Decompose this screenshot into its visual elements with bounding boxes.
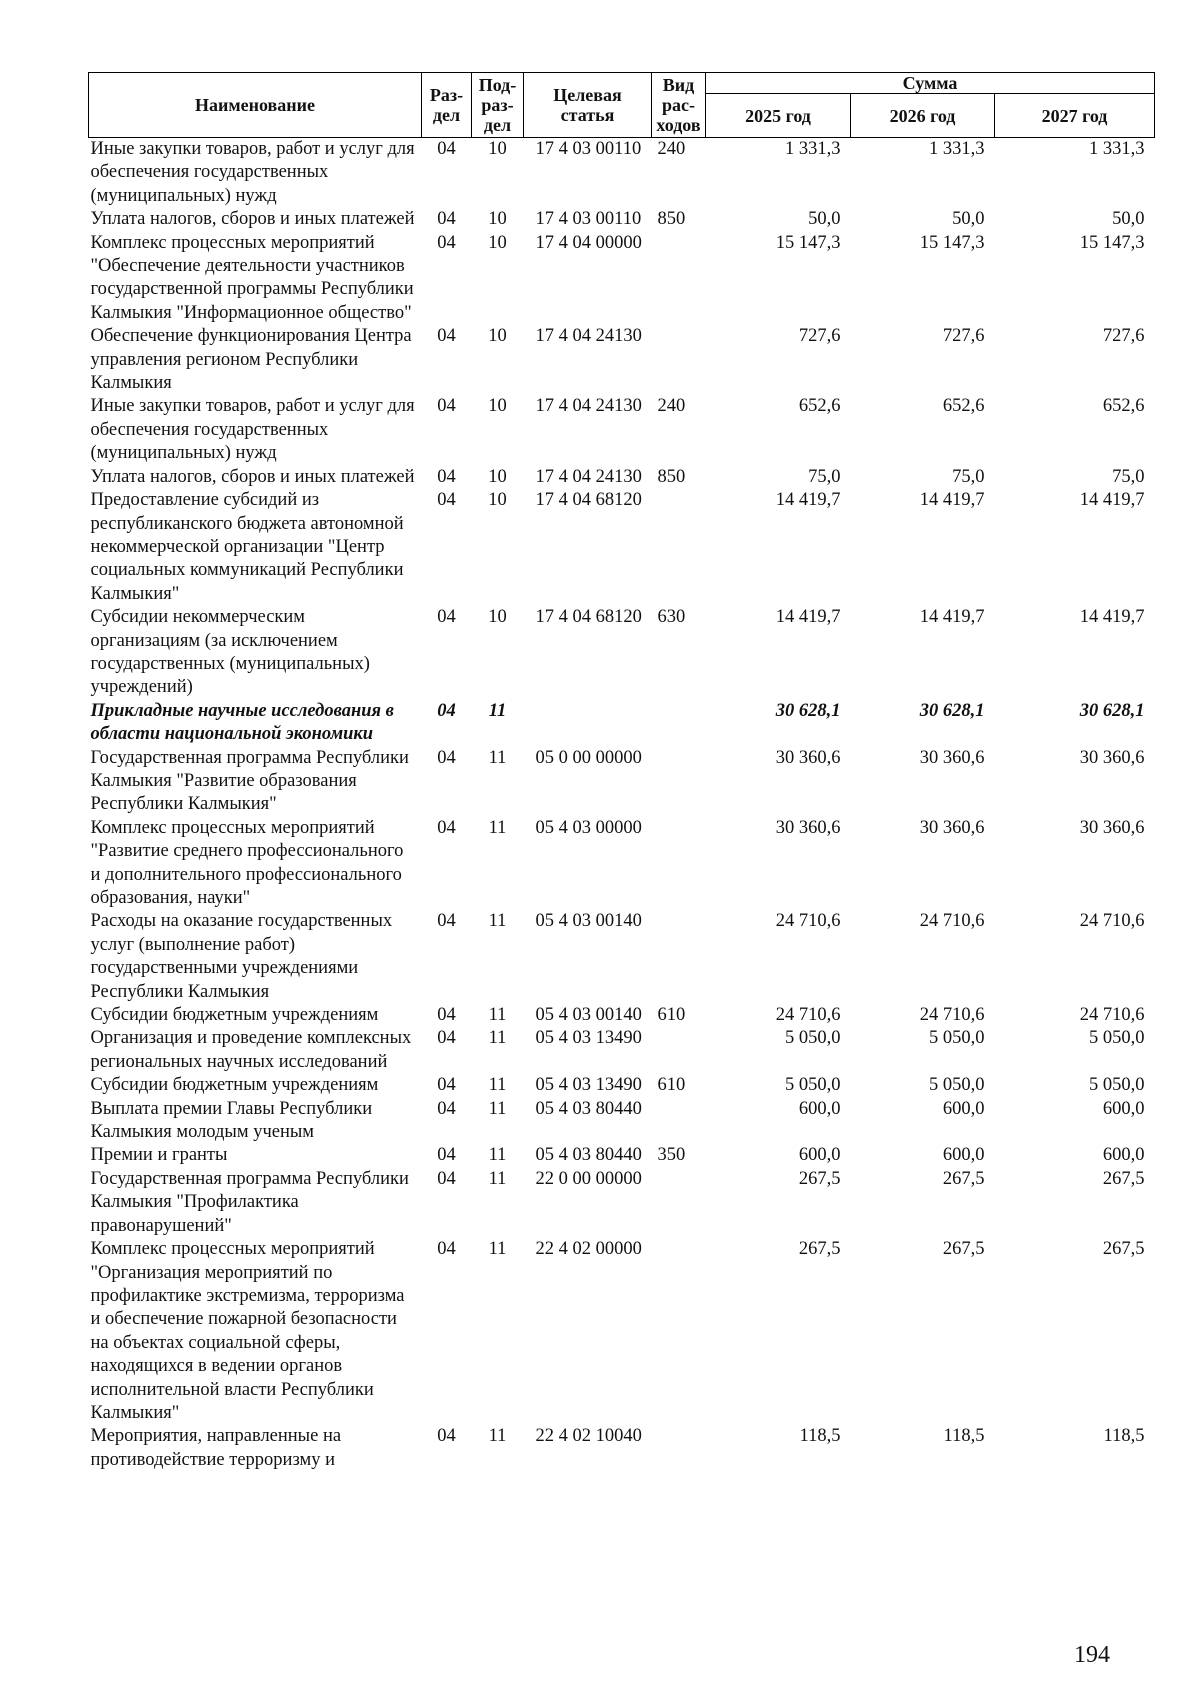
table-header — [89, 73, 1155, 138]
amount-2027-cell: 267,5 — [1102, 1168, 1145, 1189]
expense-type-cell — [652, 1027, 706, 1074]
target-article-cell — [524, 700, 652, 747]
target-article-cell: 05 0 00 00000 — [535, 747, 642, 768]
expense-type-cell — [652, 232, 706, 326]
table-row — [89, 606, 1155, 700]
expense-type-cell: 610 — [657, 1005, 686, 1026]
subsection-cell: 10 — [488, 466, 507, 487]
amount-2025-cell: 267,5 — [798, 1239, 841, 1260]
table-row — [89, 466, 1155, 489]
amount-2026-cell: 267,5 — [942, 1239, 985, 1260]
expense-type-cell — [652, 910, 706, 1004]
row-name-cell: Иные закупки товаров, работ и услуг для обеспечения государственных (муниципальных) нужд — [90, 396, 415, 464]
table-row — [89, 1098, 1155, 1145]
table-row — [89, 747, 1155, 817]
section-cell: 04 — [437, 396, 456, 417]
header-name: Наименование — [89, 73, 422, 138]
table-row — [89, 1074, 1155, 1097]
amount-2026-cell: 118,5 — [943, 1426, 985, 1447]
amount-2027-cell: 600,0 — [1102, 1098, 1145, 1119]
amount-2026-cell: 30 360,6 — [919, 817, 985, 838]
expense-type-cell — [652, 1168, 706, 1238]
expense-type-cell — [652, 817, 706, 911]
section-cell: 04 — [437, 1239, 456, 1260]
expense-type-cell: 240 — [657, 139, 686, 159]
row-name-cell: Расходы на оказание государственных услуг (выполнение работ) государственными учреждениями Республики Калмыкия — [90, 911, 393, 1002]
target-article-cell: 22 4 02 00000 — [535, 1239, 642, 1260]
row-name-cell: Комплекс процессных мероприятий "Развитие среднего профессионального и дополнительного профессионального образования, науки" — [90, 817, 404, 908]
row-name-cell: Государственная программа Республики Калмыкия "Развитие образования Республики Калмыкия" — [90, 747, 409, 815]
target-article-cell: 05 4 03 00140 — [535, 911, 642, 932]
section-cell: 04 — [437, 607, 456, 628]
target-article-cell: 05 4 03 00140 — [535, 1005, 642, 1026]
table-row — [89, 325, 1155, 395]
amount-2026-cell: 5 050,0 — [929, 1075, 985, 1096]
header-year-2027: 2027 год — [995, 94, 1155, 138]
subsection-cell: 10 — [488, 139, 507, 159]
expense-type-cell: 350 — [657, 1145, 686, 1166]
table-row — [89, 1168, 1155, 1238]
expense-type-cell: 610 — [657, 1075, 686, 1096]
amount-2025-cell: 652,6 — [798, 396, 841, 417]
table-row — [89, 1144, 1155, 1167]
section-cell: 04 — [437, 817, 456, 838]
header-year-2026: 2026 год — [851, 94, 995, 138]
table-row — [89, 1238, 1155, 1425]
amount-2025-cell: 600,0 — [798, 1145, 841, 1166]
section-cell: 04 — [437, 490, 456, 511]
subsection-cell: 11 — [488, 700, 507, 721]
amount-2025-cell: 14 419,7 — [775, 607, 841, 628]
amount-2027-cell: 267,5 — [1102, 1239, 1145, 1260]
amount-2026-cell: 1 331,3 — [929, 139, 985, 159]
table-row — [89, 208, 1155, 231]
subsection-cell: 11 — [488, 1145, 507, 1166]
expense-type-cell — [652, 1098, 706, 1145]
amount-2027-cell: 24 710,6 — [1079, 1005, 1145, 1026]
row-name-cell: Организация и проведение комплексных региональных научных исследований — [90, 1028, 412, 1072]
amount-2026-cell: 15 147,3 — [919, 232, 985, 253]
section-cell: 04 — [437, 700, 456, 721]
row-name-cell: Иные закупки товаров, работ и услуг для обеспечения государственных (муниципальных) нужд — [90, 139, 415, 206]
table-row — [89, 1027, 1155, 1074]
target-article-cell: 05 4 03 80440 — [535, 1098, 642, 1119]
section-cell: 04 — [437, 1098, 456, 1119]
target-article-cell: 17 4 03 00110 — [535, 139, 642, 159]
amount-2027-cell: 14 419,7 — [1079, 490, 1145, 511]
expense-type-cell: 240 — [657, 396, 686, 417]
table-row — [89, 817, 1155, 911]
target-article-cell: 17 4 04 68120 — [535, 490, 642, 511]
amount-2025-cell: 24 710,6 — [775, 1005, 841, 1026]
amount-2027-cell: 24 710,6 — [1079, 911, 1145, 932]
expense-type-cell: 850 — [657, 466, 686, 487]
amount-2027-cell: 5 050,0 — [1089, 1075, 1145, 1096]
amount-2025-cell: 75,0 — [808, 466, 841, 487]
subsection-cell: 11 — [488, 1239, 507, 1260]
amount-2027-cell: 75,0 — [1112, 466, 1145, 487]
row-name-cell: Комплекс процессных мероприятий "Обеспечение деятельности участников государственной программы Республики Калмыкия "Информационное общество" — [90, 232, 414, 323]
table-row — [89, 232, 1155, 326]
subsection-cell: 11 — [488, 817, 507, 838]
table-row — [89, 700, 1155, 747]
amount-2025-cell: 15 147,3 — [775, 232, 841, 253]
section-cell: 04 — [437, 139, 456, 159]
row-name-cell: Премии и гранты — [90, 1145, 228, 1166]
amount-2027-cell: 15 147,3 — [1079, 232, 1145, 253]
amount-2025-cell: 30 360,6 — [775, 747, 841, 768]
amount-2025-cell: 118,5 — [799, 1426, 841, 1447]
table-row — [89, 1004, 1155, 1027]
section-cell: 04 — [437, 1145, 456, 1166]
amount-2027-cell: 118,5 — [1103, 1426, 1145, 1447]
amount-2026-cell: 600,0 — [942, 1145, 985, 1166]
target-article-cell: 05 4 03 13490 — [535, 1028, 642, 1049]
section-cell: 04 — [437, 1168, 456, 1189]
table-row — [89, 395, 1155, 465]
page-number: 194 — [1074, 1642, 1110, 1668]
amount-2026-cell: 727,6 — [942, 326, 985, 347]
section-cell: 04 — [437, 1028, 456, 1049]
subsection-cell: 10 — [488, 326, 507, 347]
target-article-cell: 05 4 03 00000 — [535, 817, 642, 838]
amount-2025-cell: 24 710,6 — [775, 911, 841, 932]
section-cell: 04 — [437, 1426, 456, 1447]
subsection-cell: 11 — [488, 911, 507, 932]
row-name-cell: Мероприятия, направленные на противодействие терроризму и — [90, 1426, 342, 1470]
subsection-cell: 11 — [488, 1098, 507, 1119]
target-article-cell: 17 4 04 24130 — [535, 396, 642, 417]
header-expense-type: Вид рас-ходов — [652, 73, 706, 138]
expense-type-cell: 850 — [657, 209, 686, 230]
amount-2027-cell: 652,6 — [1102, 396, 1145, 417]
header-subsection: Под-раз-дел — [472, 73, 524, 138]
budget-table — [88, 72, 1155, 1472]
row-name-cell: Комплекс процессных мероприятий "Организация мероприятий по профилактике экстремизма, терроризма и обеспечение пожарной безопасности на объектах социальной сферы, находящихся в ведении органов исполнительной власти Республики Калмыкия" — [90, 1239, 405, 1423]
amount-2025-cell: 5 050,0 — [785, 1028, 841, 1049]
amount-2027-cell: 727,6 — [1102, 326, 1145, 347]
expense-type-cell — [652, 1425, 706, 1472]
subsection-cell: 10 — [488, 490, 507, 511]
table-row — [89, 1425, 1155, 1472]
target-article-cell: 05 4 03 80440 — [535, 1145, 642, 1166]
expense-type-cell: 630 — [657, 607, 686, 628]
amount-2027-cell: 5 050,0 — [1089, 1028, 1145, 1049]
table-body — [89, 138, 1155, 1473]
target-article-cell: 17 4 04 24130 — [535, 466, 642, 487]
amount-2026-cell: 600,0 — [942, 1098, 985, 1119]
subsection-cell: 10 — [488, 396, 507, 417]
subsection-cell: 11 — [488, 1075, 507, 1096]
header-year-2025: 2025 год — [706, 94, 851, 138]
subsection-cell: 11 — [488, 1168, 507, 1189]
amount-2025-cell: 30 628,1 — [775, 700, 841, 721]
table-row — [89, 489, 1155, 606]
expense-type-cell — [652, 700, 706, 747]
amount-2027-cell: 50,0 — [1112, 209, 1145, 230]
amount-2027-cell: 30 360,6 — [1079, 817, 1145, 838]
subsection-cell: 10 — [488, 209, 507, 230]
section-cell: 04 — [437, 326, 456, 347]
row-name-cell: Государственная программа Республики Калмыкия "Профилактика правонарушений" — [90, 1168, 409, 1236]
row-name-cell: Уплата налогов, сборов и иных платежей — [90, 209, 415, 230]
amount-2026-cell: 75,0 — [952, 466, 985, 487]
row-name-cell: Прикладные научные исследования в области национальной экономики — [90, 700, 394, 745]
subsection-cell: 11 — [488, 1426, 507, 1447]
row-name-cell: Обеспечение функционирования Центра управления регионом Республики Калмыкия — [90, 326, 412, 394]
amount-2026-cell: 14 419,7 — [919, 607, 985, 628]
target-article-cell: 22 4 02 10040 — [535, 1426, 642, 1447]
amount-2025-cell: 600,0 — [798, 1098, 841, 1119]
amount-2027-cell: 600,0 — [1102, 1145, 1145, 1166]
amount-2025-cell: 1 331,3 — [785, 139, 841, 159]
table-row — [89, 910, 1155, 1004]
expense-type-cell — [652, 747, 706, 817]
amount-2026-cell: 30 628,1 — [919, 700, 985, 721]
row-name-cell: Уплата налогов, сборов и иных платежей — [90, 466, 415, 487]
section-cell: 04 — [437, 1005, 456, 1026]
amount-2026-cell: 50,0 — [952, 209, 985, 230]
section-cell: 04 — [437, 1075, 456, 1096]
row-name-cell: Субсидии бюджетным учреждениям — [90, 1005, 379, 1026]
target-article-cell: 22 0 00 00000 — [535, 1168, 642, 1189]
amount-2025-cell: 30 360,6 — [775, 817, 841, 838]
amount-2027-cell: 14 419,7 — [1079, 607, 1145, 628]
header-target-article: Целевая статья — [524, 73, 652, 138]
section-cell: 04 — [437, 747, 456, 768]
subsection-cell: 10 — [488, 607, 507, 628]
section-cell: 04 — [437, 232, 456, 253]
row-name-cell: Субсидии бюджетным учреждениям — [90, 1075, 379, 1096]
expense-type-cell — [652, 489, 706, 606]
amount-2026-cell: 14 419,7 — [919, 490, 985, 511]
target-article-cell: 05 4 03 13490 — [535, 1075, 642, 1096]
section-cell: 04 — [437, 209, 456, 230]
subsection-cell: 10 — [488, 232, 507, 253]
header-section: Раз-дел — [422, 73, 472, 138]
amount-2025-cell: 5 050,0 — [785, 1075, 841, 1096]
table-row — [89, 138, 1155, 209]
expense-type-cell — [652, 1238, 706, 1425]
subsection-cell: 11 — [488, 1005, 507, 1026]
target-article-cell: 17 4 04 68120 — [535, 607, 642, 628]
budget-table-page — [88, 72, 1154, 1472]
target-article-cell: 17 4 03 00110 — [535, 209, 642, 230]
amount-2026-cell: 652,6 — [942, 396, 985, 417]
amount-2027-cell: 1 331,3 — [1089, 139, 1145, 159]
subsection-cell: 11 — [488, 1028, 507, 1049]
expense-type-cell — [652, 325, 706, 395]
amount-2027-cell: 30 628,1 — [1079, 700, 1145, 721]
subsection-cell: 11 — [488, 747, 507, 768]
amount-2025-cell: 50,0 — [808, 209, 841, 230]
amount-2026-cell: 24 710,6 — [919, 911, 985, 932]
section-cell: 04 — [437, 911, 456, 932]
row-name-cell: Предоставление субсидий из республиканского бюджета автономной некоммерческой организации "Центр социальных коммуникаций Республики Калмыкия" — [90, 490, 404, 604]
header-amount: Сумма — [706, 73, 1155, 94]
amount-2026-cell: 30 360,6 — [919, 747, 985, 768]
target-article-cell: 17 4 04 24130 — [535, 326, 642, 347]
amount-2026-cell: 267,5 — [942, 1168, 985, 1189]
row-name-cell: Выплата премии Главы Республики Калмыкия молодым ученым — [90, 1098, 373, 1143]
amount-2026-cell: 5 050,0 — [929, 1028, 985, 1049]
amount-2025-cell: 267,5 — [798, 1168, 841, 1189]
amount-2026-cell: 24 710,6 — [919, 1005, 985, 1026]
amount-2027-cell: 30 360,6 — [1079, 747, 1145, 768]
amount-2025-cell: 727,6 — [798, 326, 841, 347]
amount-2025-cell: 14 419,7 — [775, 490, 841, 511]
target-article-cell: 17 4 04 00000 — [535, 232, 642, 253]
row-name-cell: Субсидии некоммерческим организациям (за исключением государственных (муниципальных) учреждений) — [90, 607, 370, 698]
section-cell: 04 — [437, 466, 456, 487]
